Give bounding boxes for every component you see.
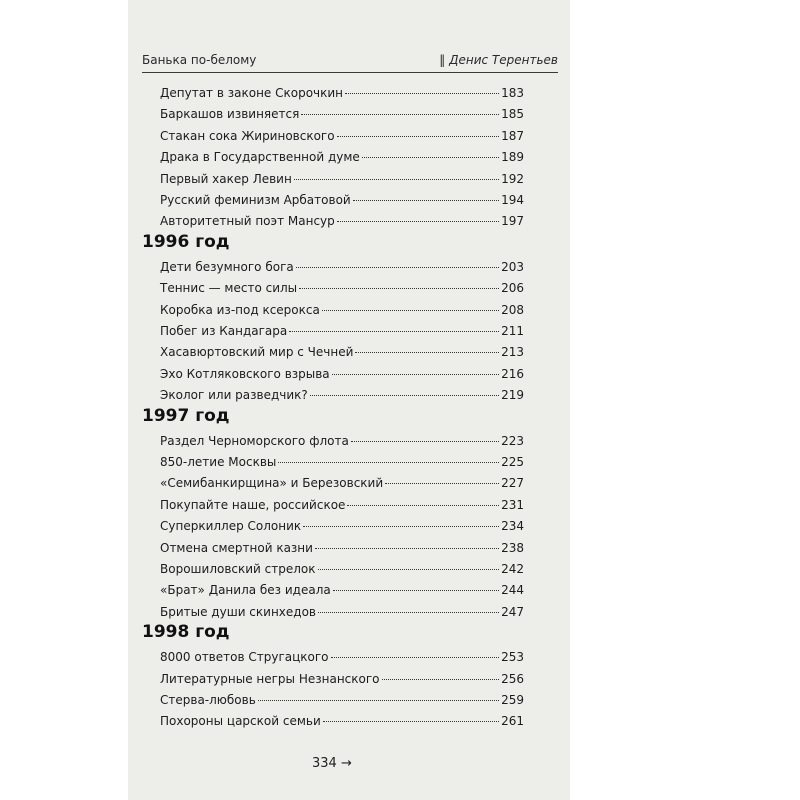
entry-page-number: 231 [501, 497, 524, 512]
dot-leader [318, 569, 500, 570]
dot-leader [332, 374, 499, 375]
header-rule [142, 72, 558, 73]
entry-title: Коробка из-под ксерокса [160, 302, 320, 317]
toc-entry [160, 172, 524, 186]
toc-entry [160, 303, 524, 317]
dot-leader [296, 267, 499, 268]
toc-entry [160, 693, 524, 707]
entry-page-number: 219 [501, 388, 524, 403]
toc-entry [160, 345, 524, 359]
entry-title: Суперкиллер Солоник [160, 519, 302, 534]
entry-page-number: 187 [501, 128, 524, 143]
entry-title: 8000 ответов Стругацкого [160, 650, 329, 665]
toc-entry [160, 86, 524, 100]
entry-page-number: 227 [501, 476, 524, 491]
toc-entry [160, 455, 524, 469]
entry-title: Похороны царской семьи [160, 714, 321, 729]
entry-title: Стакан сока Жириновского [160, 128, 335, 143]
entry-title: Первый хакер Левин [160, 171, 292, 186]
toc-entry [160, 541, 524, 555]
toc-entry [160, 129, 524, 143]
dot-leader [294, 179, 499, 180]
dot-leader [323, 721, 499, 722]
entry-page-number: 213 [501, 345, 524, 360]
entry-title: Ворошиловский стрелок [160, 562, 316, 576]
entry-page-number: 242 [501, 562, 524, 576]
dot-leader [337, 136, 500, 137]
entry-title: 850-летие Москвы [160, 455, 277, 469]
year-heading: 1996 год [142, 231, 230, 252]
dot-leader [385, 483, 499, 484]
entry-title: Хасавюртовский мир с Чечней [160, 345, 354, 360]
toc-entry [160, 583, 524, 597]
entry-page-number: 225 [501, 455, 524, 469]
entry-title: Драка в Государственной думе [160, 150, 360, 165]
page-number: 334 → [312, 756, 352, 771]
entry-title: «Брат» Данила без идеала [160, 583, 331, 598]
entry-title: Покупайте наше, российское [160, 497, 346, 512]
entry-page-number: 247 [501, 604, 524, 619]
dot-leader [303, 526, 499, 527]
entry-title: Литературные негры Незнанского [160, 671, 380, 686]
entry-page-number: 206 [501, 281, 524, 296]
toc-entry [160, 281, 524, 295]
dot-leader [362, 157, 499, 158]
dot-leader [322, 310, 499, 311]
entry-page-number: 234 [501, 519, 524, 534]
entry-page-number: 244 [501, 583, 524, 598]
toc-entry [160, 498, 524, 512]
entry-page-number: 203 [501, 259, 524, 274]
dot-leader [258, 700, 499, 701]
dot-leader [351, 441, 499, 442]
entry-title: «Семибанкирщина» и Березовский [160, 476, 384, 491]
dot-leader [382, 679, 500, 680]
toc-entry [160, 260, 524, 274]
entry-page-number: 194 [501, 193, 524, 207]
toc-entry [160, 193, 524, 207]
dot-leader [331, 657, 500, 658]
entry-page-number: 189 [501, 150, 524, 165]
toc-entry [160, 714, 524, 728]
entry-title: Раздел Черноморского флота [160, 433, 349, 448]
toc-entry [160, 388, 524, 402]
entry-page-number: 211 [501, 324, 524, 338]
toc-entry [160, 324, 524, 338]
dot-leader [289, 331, 499, 332]
book-title: Банька по-белому [142, 53, 257, 67]
entry-page-number: 256 [501, 671, 524, 686]
entry-page-number: 261 [501, 714, 524, 729]
entry-title: Бритые души скинхедов [160, 604, 316, 619]
entry-page-number: 259 [501, 693, 524, 707]
dot-leader [355, 352, 499, 353]
author-name: ‖ Денис Терентьев [439, 53, 558, 67]
entry-page-number: 185 [501, 107, 524, 122]
dot-leader [333, 590, 499, 591]
dot-leader [315, 548, 499, 549]
entry-page-number: 216 [501, 366, 524, 381]
year-heading: 1998 год [142, 622, 230, 643]
entry-page-number: 238 [501, 540, 524, 555]
entry-title: Русский феминизм Арбатовой [160, 193, 351, 207]
toc-entry [160, 214, 524, 228]
toc-entry [160, 519, 524, 533]
toc-entry [160, 650, 524, 664]
dot-leader [310, 395, 499, 396]
toc-entry [160, 605, 524, 619]
entry-title: Стерва-любовь [160, 693, 256, 707]
dot-leader [337, 221, 499, 222]
entry-title: Побег из Кандагара [160, 324, 288, 338]
entry-title: Теннис — место силы [160, 281, 298, 296]
toc-entry [160, 367, 524, 381]
entry-page-number: 208 [501, 302, 524, 317]
entry-title: Отмена смертной казни [160, 540, 313, 555]
entry-page-number: 183 [501, 86, 524, 100]
entry-page-number: 223 [501, 433, 524, 448]
entry-title: Авторитетный поэт Мансур [160, 214, 335, 229]
entry-title: Эхо Котляковского взрыва [160, 366, 330, 381]
dot-leader [318, 612, 499, 613]
dot-leader [278, 462, 499, 463]
dot-leader [345, 93, 499, 94]
year-heading: 1997 год [142, 405, 230, 426]
dot-leader [347, 505, 499, 506]
toc-entry [160, 107, 524, 121]
entry-title: Депутат в законе Скорочкин [160, 86, 344, 100]
entry-title: Дети безумного бога [160, 259, 294, 274]
dot-leader [299, 288, 499, 289]
dot-leader [353, 200, 499, 201]
entry-page-number: 192 [501, 171, 524, 186]
entry-title: Эколог или разведчик? [160, 388, 308, 403]
toc-entry [160, 150, 524, 164]
toc-entry [160, 434, 524, 448]
toc-entry [160, 476, 524, 490]
entry-title: Баркашов извиняется [160, 107, 300, 122]
toc-entry [160, 562, 524, 576]
entry-page-number: 197 [501, 214, 524, 229]
toc-entry [160, 672, 524, 686]
entry-page-number: 253 [501, 650, 524, 665]
dot-leader [301, 114, 499, 115]
